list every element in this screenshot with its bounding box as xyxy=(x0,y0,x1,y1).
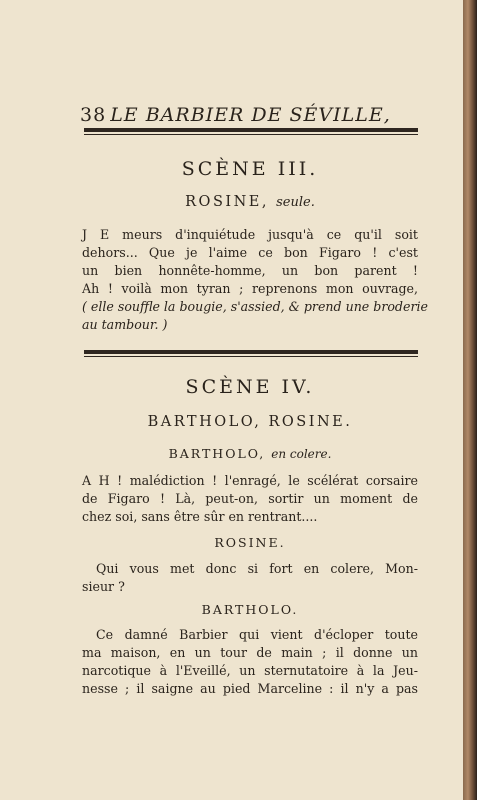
speech-1-line-3: chez soi, sans être sûr en rentrant.... xyxy=(82,509,318,524)
scene-3-stage-direction-1: ( elle souffle la bougie, s'assied, & prend une broderie xyxy=(82,299,428,314)
scene-3-line-3: un bien honnête-homme, un bon parent ! xyxy=(82,263,418,278)
page-number: 38 xyxy=(80,104,107,126)
scene-3-cast xyxy=(82,194,418,210)
header-rule-thick xyxy=(84,128,418,132)
scene-3-title: SCÈNE III. xyxy=(181,158,319,180)
scene-4-title: SCÈNE IV. xyxy=(185,376,315,398)
speaker-2: ROSINE. xyxy=(214,535,286,550)
scene-3-line-2: dehors... Que je l'aime ce bon Figaro ! c'est xyxy=(82,245,418,260)
scene-divider-thin xyxy=(84,356,418,357)
speech-3-line-4: nesse ; il saigne au pied Marceline : il n'y a pas xyxy=(82,681,418,696)
speech-3-line-3: narcotique à l'Eveillé, un sternutatoire à la Jeu- xyxy=(82,663,418,678)
speaker-1-name: BARTHOLO, xyxy=(168,446,266,461)
header-rule-thin xyxy=(84,134,418,135)
scene-3-cast-note: seule. xyxy=(276,195,315,210)
page-edge xyxy=(463,0,477,800)
running-header xyxy=(80,104,420,126)
speaker-3: BARTHOLO. xyxy=(201,602,299,617)
scene-4-cast: BARTHOLO, ROSINE. xyxy=(147,414,353,430)
scene-3-line-4: Ah ! voilà mon tyran ; reprenons mon ouvrage, xyxy=(82,281,418,296)
speech-2-line-2: sieur ? xyxy=(82,579,125,594)
speech-3-line-2: ma maison, en un tour de main ; il donne un xyxy=(82,645,418,660)
speech-3-line-1: Ce damné Barbier qui vient d'écloper toute xyxy=(96,627,418,642)
speaker-1 xyxy=(82,446,418,461)
scene-3-cast-name: ROSINE, xyxy=(185,194,269,210)
running-title: LE BARBIER DE SÉVILLE, xyxy=(110,104,391,126)
speech-1-line-1: A H ! malédiction ! l'enragé, le scélérat corsaire xyxy=(82,473,418,488)
speech-1-line-2: de Figaro ! Là, peut-on, sortir un moment de xyxy=(82,491,418,506)
scene-divider-thick xyxy=(84,350,418,354)
speech-2-line-1: Qui vous met donc si fort en colere, Mon- xyxy=(96,561,418,576)
scene-3-stage-direction-2: au tambour. ) xyxy=(82,317,168,332)
speaker-1-note: en colere. xyxy=(271,447,332,461)
scene-3-line-1: J E meurs d'inquiétude jusqu'à ce qu'il soit xyxy=(82,227,418,242)
